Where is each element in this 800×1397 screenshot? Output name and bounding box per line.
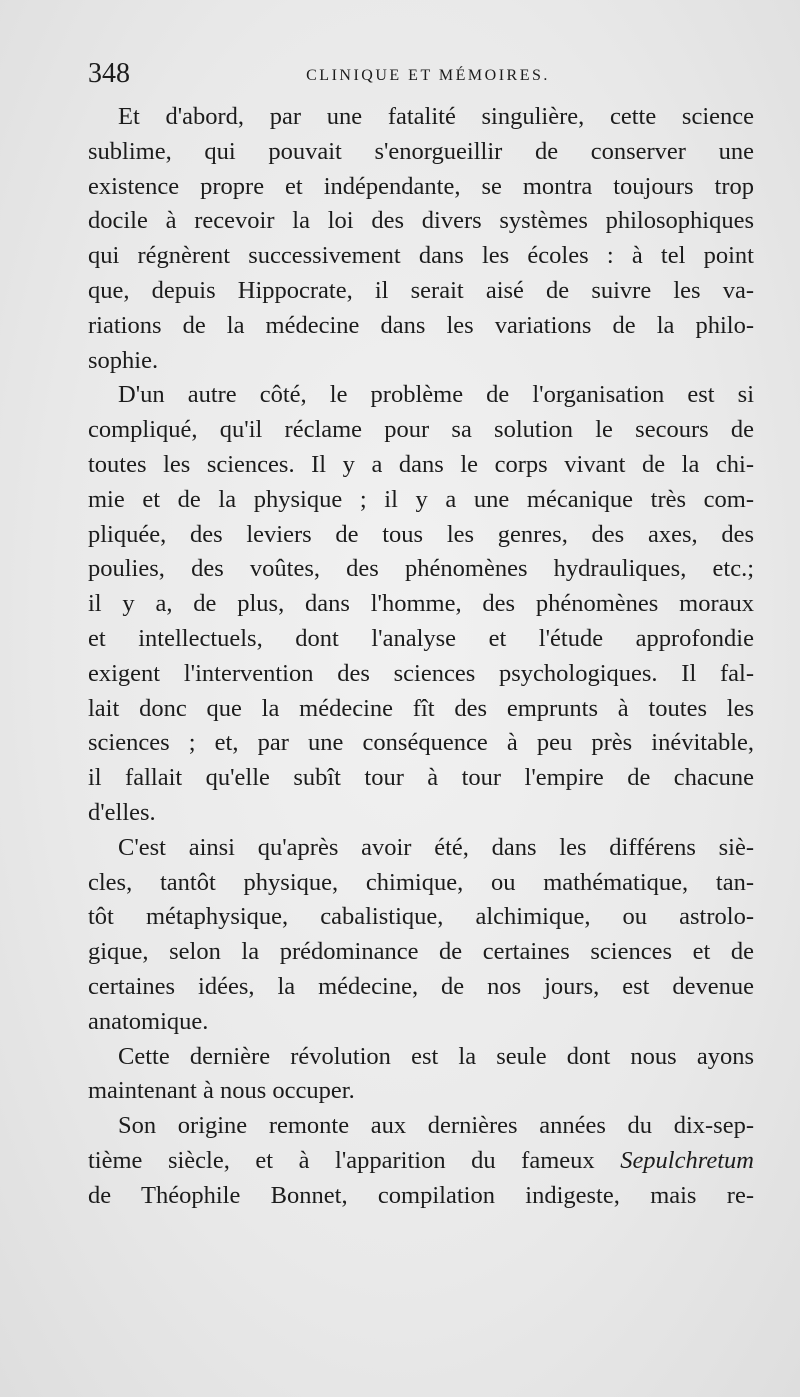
- text-line: sophie.: [88, 346, 159, 374]
- text-line: exigent l'intervention des sciences psychologiques. Il fal-: [88, 659, 754, 687]
- text-line: lait donc que la médecine fît des emprunts à toutes les: [88, 694, 754, 722]
- text-line: d'elles.: [88, 798, 156, 826]
- text-line: Cette dernière révolution est la seule dont nous ayons: [118, 1042, 754, 1070]
- text-line: et intellectuels, dont l'analyse et l'étude approfondie: [88, 624, 754, 652]
- text-line: il y a, de plus, dans l'homme, des phénomènes moraux: [88, 590, 754, 618]
- text-line: mie et de la physique ; il y a une mécanique très com-: [88, 485, 754, 513]
- paragraph: [88, 1040, 754, 1110]
- text-line: il fallait qu'elle subît tour à tour l'empire de chacune: [88, 764, 754, 792]
- text-line: maintenant à nous occuper.: [88, 1077, 355, 1105]
- running-head: CLINIQUE ET MÉMOIRES.: [306, 67, 550, 84]
- text-line: riations de la médecine dans les variations de la philo-: [88, 311, 754, 339]
- text-line: existence propre et indépendante, se montra toujours trop: [88, 172, 754, 200]
- text-line: de Théophile Bonnet, compilation indigeste, mais re-: [88, 1181, 754, 1209]
- text-line: toutes les sciences. Il y a dans le corps vivant de la chi-: [88, 450, 754, 478]
- body-text: [88, 100, 754, 1214]
- text-line: Et d'abord, par une fatalité singulière, cette science: [118, 103, 754, 130]
- text-line: poulies, des voûtes, des phénomènes hydrauliques, etc.;: [88, 555, 754, 583]
- text-line: Son origine remonte aux dernières années du dix-sep-: [118, 1112, 754, 1140]
- text-line: pliquée, des leviers de tous les genres, des axes, des: [88, 520, 754, 548]
- page-number: 348: [88, 58, 130, 89]
- paragraph: [88, 1109, 754, 1213]
- text-line: tôt métaphysique, cabalistique, alchimique, ou astrolo-: [88, 903, 754, 931]
- paragraph: [88, 831, 754, 1040]
- text-line: sciences ; et, par une conséquence à peu près inévitable,: [88, 729, 754, 757]
- text-line: sublime, qui pouvait s'enorgueillir de conserver une: [88, 137, 754, 165]
- text-line: C'est ainsi qu'après avoir été, dans les différens siè-: [118, 833, 754, 861]
- text-line: cles, tantôt physique, chimique, ou mathématique, tan-: [88, 868, 754, 896]
- text-line: anatomique.: [88, 1007, 209, 1035]
- paragraph: [88, 100, 754, 378]
- text-line: D'un autre côté, le problème de l'organisation est si: [118, 381, 754, 409]
- text-line: qui régnèrent successivement dans les écoles : à tel point: [88, 242, 754, 270]
- text-line: [88, 1144, 754, 1179]
- text-segment: tième siècle, et à l'apparition du fameux: [88, 1146, 621, 1174]
- text-line: certaines idées, la médecine, de nos jours, est devenue: [88, 972, 754, 1000]
- text-line: que, depuis Hippocrate, il serait aisé de suivre les va-: [88, 276, 754, 304]
- text-line: docile à recevoir la loi des divers systèmes philosophiques: [88, 207, 754, 235]
- page-header: [88, 56, 768, 92]
- text-line: compliqué, qu'il réclame pour sa solution le secours de: [88, 416, 754, 444]
- text-line: gique, selon la prédominance de certaines sciences et de: [88, 938, 754, 966]
- paragraph: [88, 378, 754, 830]
- italic-title: Sepulchretum: [620, 1146, 754, 1174]
